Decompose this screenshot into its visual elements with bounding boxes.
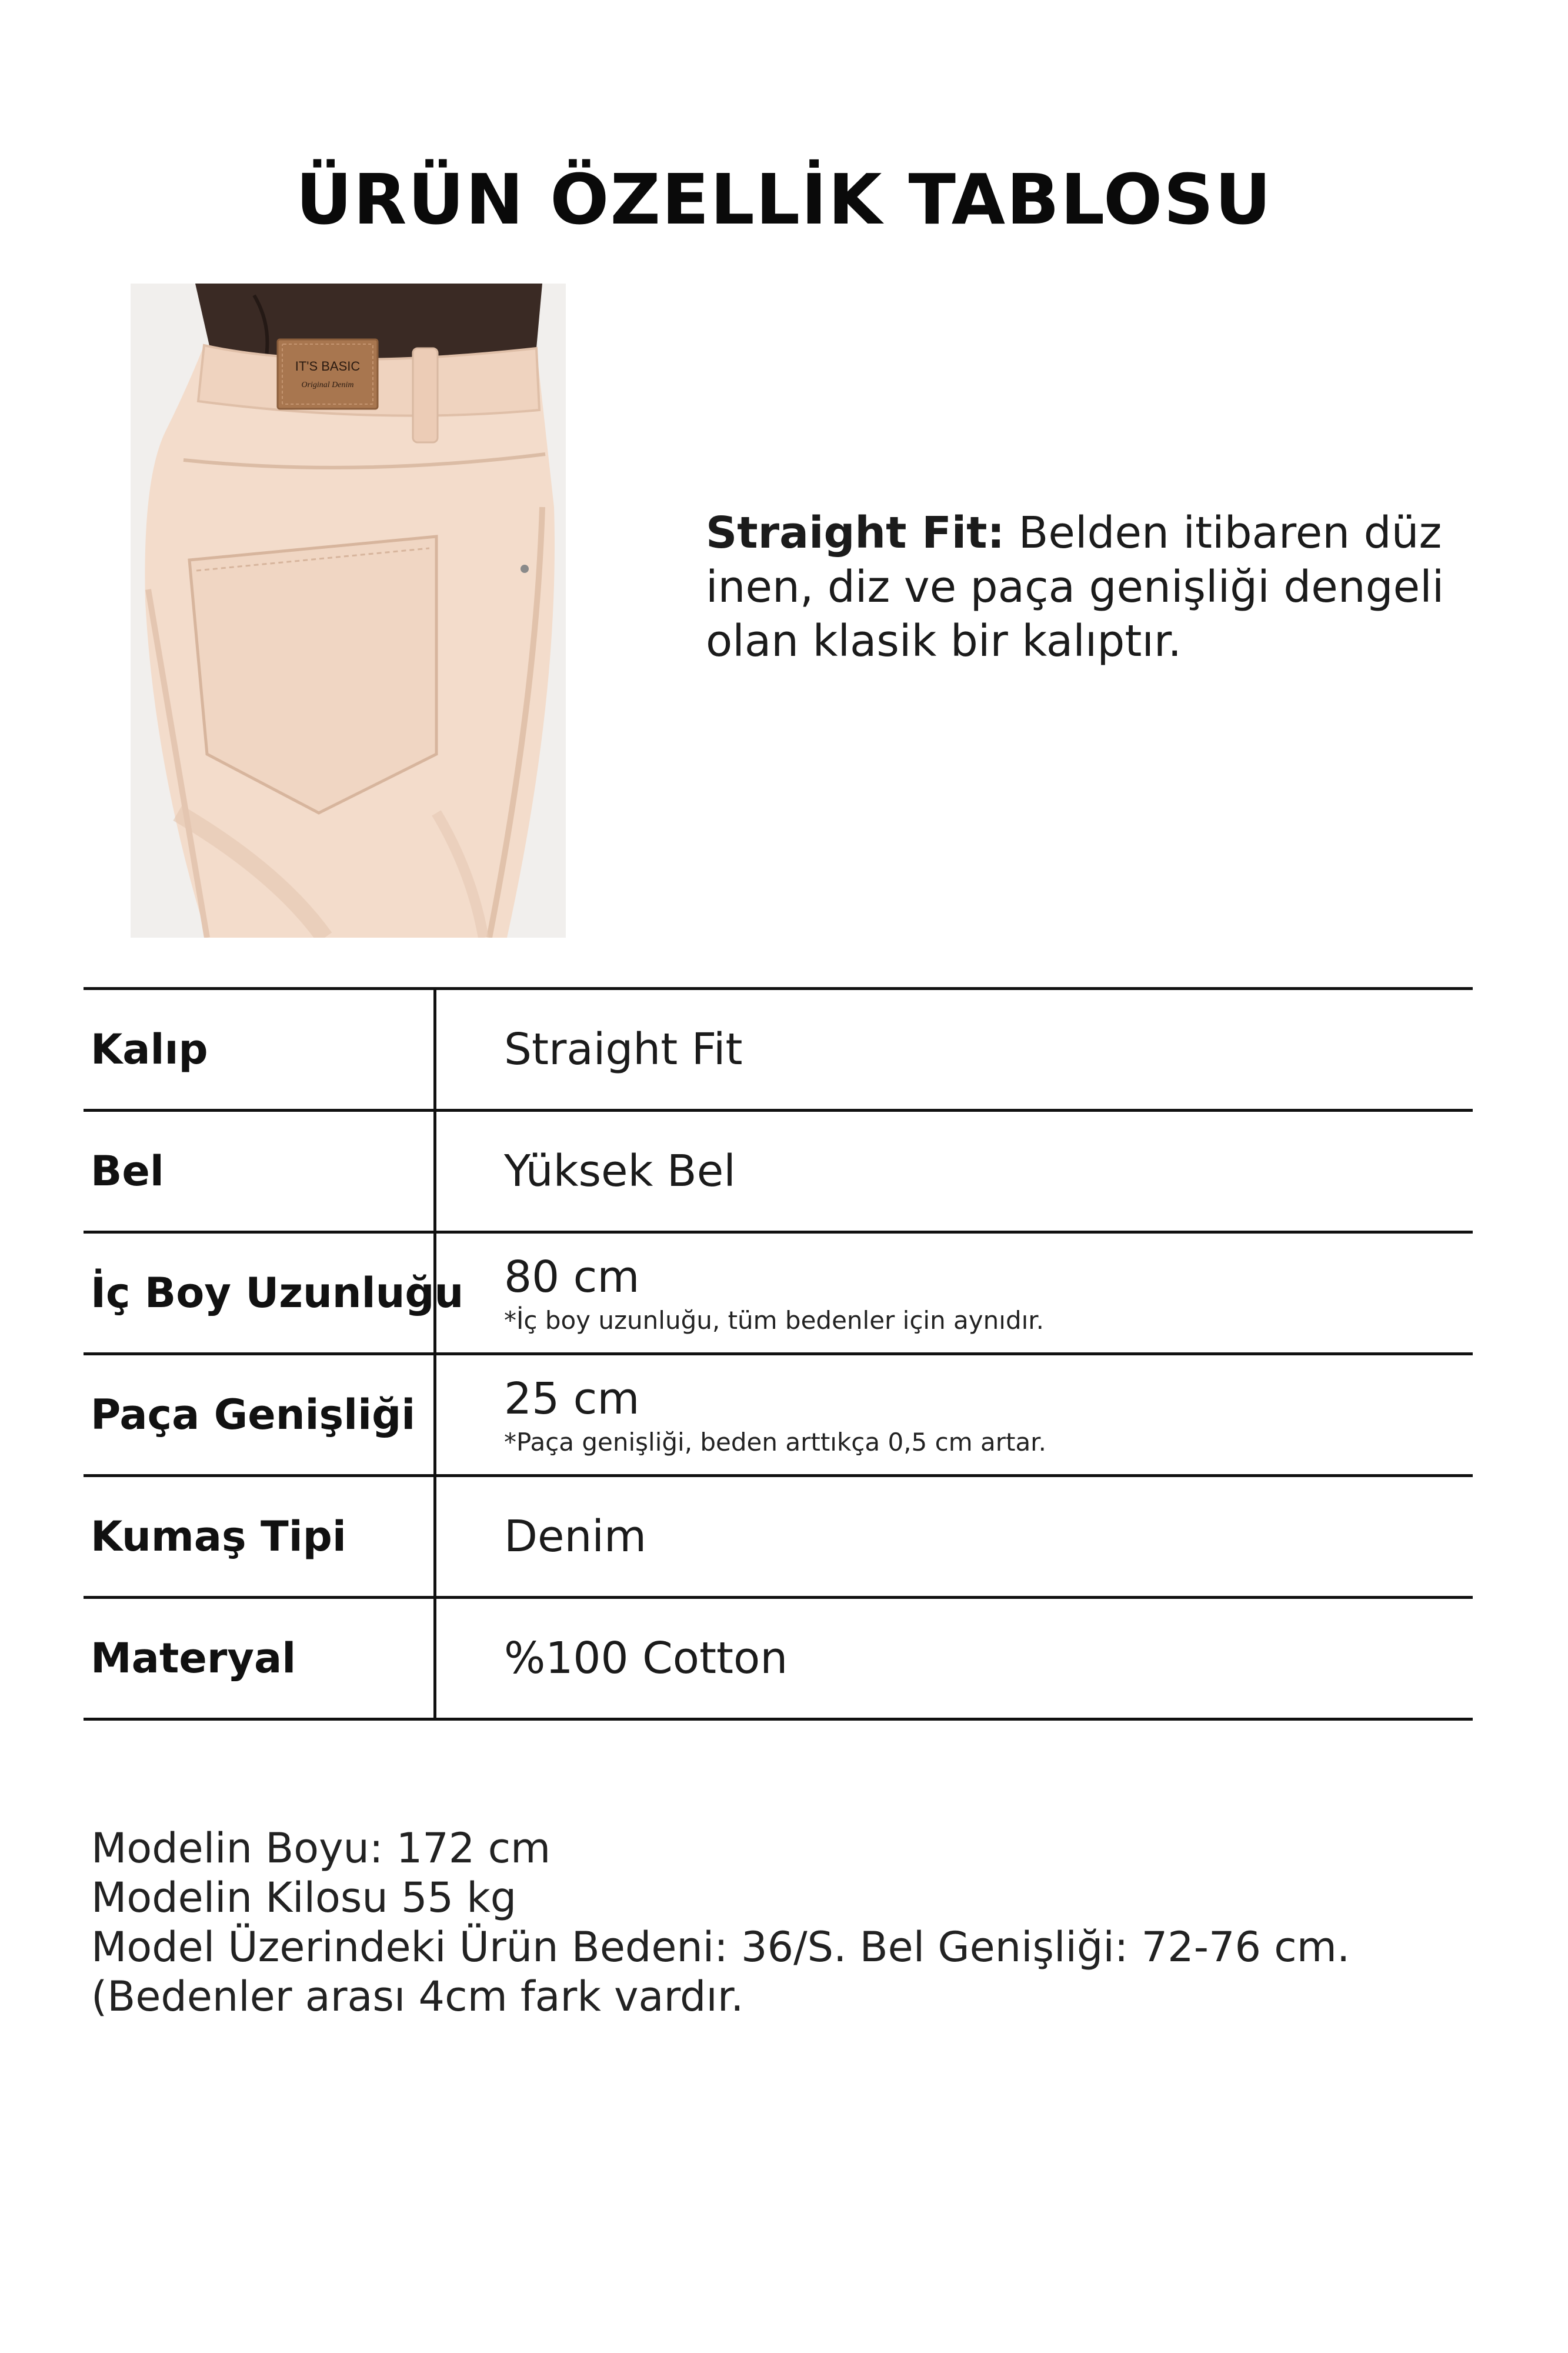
patch-brand-text: IT'S BASIC xyxy=(295,359,361,374)
product-photo xyxy=(131,284,566,938)
spec-row-bel xyxy=(84,1112,1473,1234)
page-title: ÜRÜN ÖZELLİK TABLOSU xyxy=(295,159,1273,240)
spec-row-paca xyxy=(84,1355,1473,1477)
spec-label: Paça Genişliği xyxy=(91,1391,416,1439)
spec-value: %100 Cotton xyxy=(504,1633,788,1684)
model-info xyxy=(91,1824,1473,2021)
spec-row-materyal xyxy=(84,1599,1473,1721)
spec-value: Straight Fit xyxy=(504,1024,743,1075)
spec-value: Denim xyxy=(504,1511,647,1562)
fit-text: Belden itibaren düz inen, diz ve paça genişliği dengeli olan klasik bir kalıptır. xyxy=(706,508,1444,666)
fit-term: Straight Fit: xyxy=(706,508,1005,558)
spec-row-kalip xyxy=(84,990,1473,1112)
model-size: Model Üzerindeki Ürün Bedeni: 36/S. Bel Genişliği: 72-76 cm. (Bedenler arası 4cm fark vardır. xyxy=(91,1923,1350,2021)
model-weight: Modelin Kilosu 55 kg xyxy=(91,1874,517,1922)
spec-value: Yüksek Bel xyxy=(504,1146,736,1197)
model-height: Modelin Boyu: 172 cm xyxy=(91,1824,551,1872)
spec-label: Bel xyxy=(91,1147,164,1195)
spec-label: İç Boy Uzunluğu xyxy=(91,1269,464,1317)
jeans-back-illustration xyxy=(131,284,566,938)
spec-label: Kalıp xyxy=(91,1025,208,1074)
brand-patch xyxy=(278,339,378,409)
spec-note: *İç boy uzunluğu, tüm bedenler için aynıdır. xyxy=(504,1305,1045,1335)
patch-script-text: Original Denim xyxy=(301,381,354,389)
spec-value: 25 cm xyxy=(504,1373,640,1424)
spec-row-kumas xyxy=(84,1477,1473,1599)
spec-table xyxy=(84,987,1473,1721)
spec-value: 80 cm xyxy=(504,1251,640,1302)
spec-label: Materyal xyxy=(91,1634,296,1682)
fit-description xyxy=(706,506,1470,668)
spec-row-ic-boy xyxy=(84,1234,1473,1355)
spec-label: Kumaş Tipi xyxy=(91,1512,346,1561)
spec-note: *Paça genişliği, beden arttıkça 0,5 cm artar. xyxy=(504,1427,1046,1457)
